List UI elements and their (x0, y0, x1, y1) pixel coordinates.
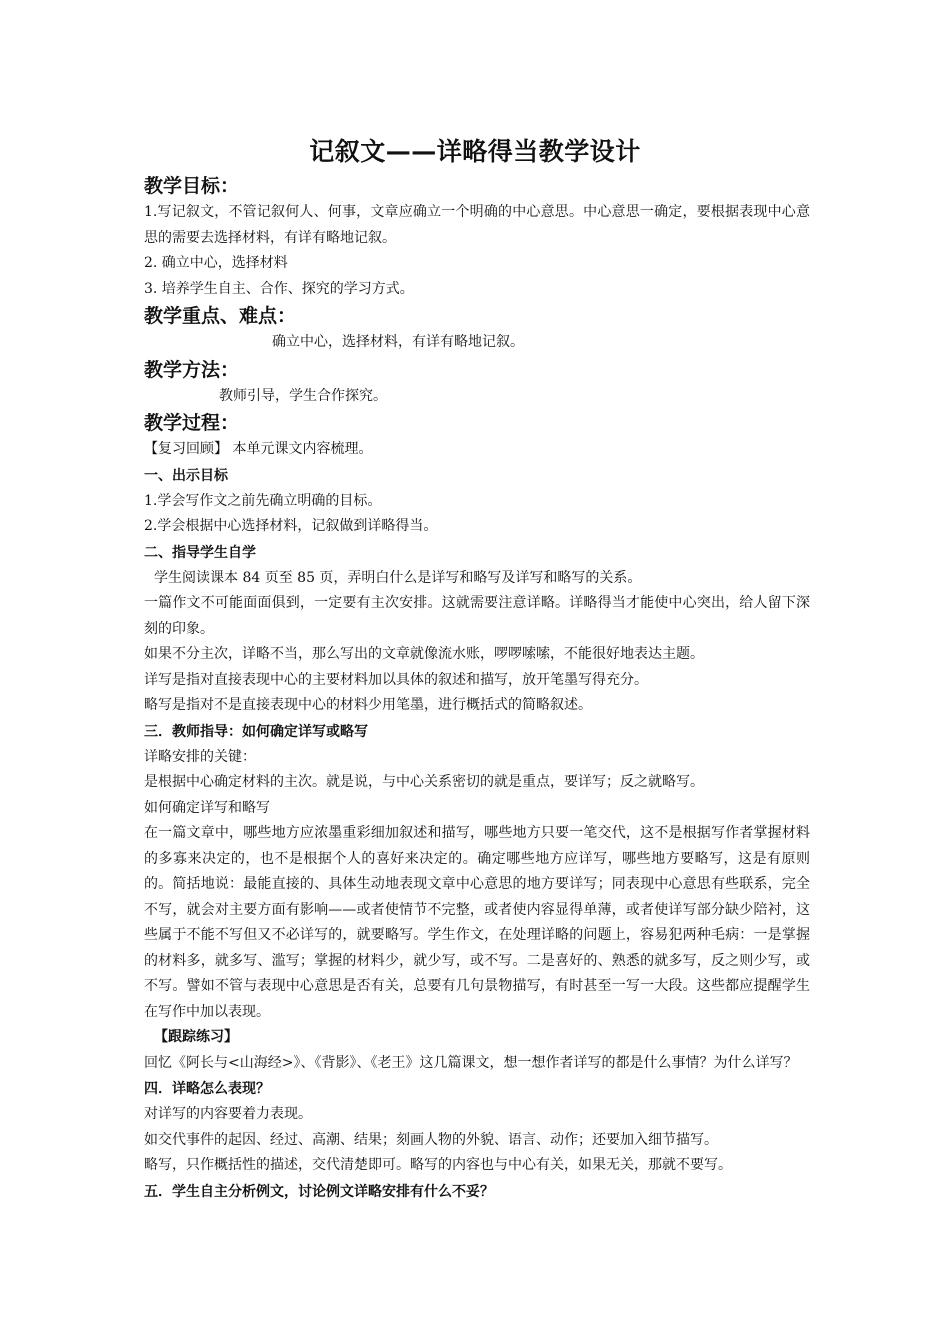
focus-text: 确立中心，选择材料，有详有略地记叙。 (272, 334, 524, 350)
practice-heading: 【跟踪练习】 (154, 1029, 238, 1045)
section-3-heading: 三．教师指导：如何确定详写或略写 (144, 723, 368, 740)
section-2-item: 略写是指对不是直接表现中心的材料少用笔墨，进行概括式的简略叙述。 (144, 697, 592, 713)
section-4-item: 对详写的内容要着力表现。 (144, 1106, 312, 1122)
method-text: 教师引导，学生合作探究。 (219, 387, 387, 404)
section-2-item: 学生阅读课本 84 页至 85 页，弄明白什么是详写和略写及详写和略写的关系。 (154, 569, 642, 586)
section-1-heading: 一、出示目标 (144, 467, 228, 484)
section-4-item: 略写，只作概括性的描述，交代清楚即可。略写的内容也与中心有关，如果无关，那就不要写。 (144, 1157, 732, 1173)
section-2-item: 一篇作文不可能面面俱到，一定要有主次安排。这就需要注意详略。详略得当才能使中心突出，给人留下深刻的印象。 (144, 595, 810, 637)
section-1-item: 2.学会根据中心选择材料，记叙做到详略得当。 (144, 518, 438, 534)
section-1-item: 1.学会写作文之前先确立明确的目标。 (144, 492, 382, 509)
section-4-item: 如交代事件的起因、经过、高潮、结果；刻画人物的外貌、语言、动作；还要加入细节描写。 (144, 1131, 718, 1148)
section-2-item: 详写是指对直接表现中心的主要材料加以具体的叙述和描写，放开笔墨写得充分。 (144, 671, 648, 688)
section-2-item: 如果不分主次，详略不当，那么写出的文章就像流水账，啰啰嗦嗦，不能很好地表达主题。 (144, 646, 704, 662)
process-heading: 教学过程： (144, 412, 240, 434)
focus-heading: 教学重点、难点： (144, 305, 297, 327)
goals-heading: 教学目标： (144, 175, 240, 197)
section-4-heading: 四．详略怎么表现？ (144, 1081, 270, 1097)
section-5-heading: 五．学生自主分析例文，讨论例文详略安排有什么不妥？ (144, 1183, 494, 1200)
document-body (144, 172, 810, 1205)
goal-item-3: 3. 培养学生自主、合作、探究的学习方式。 (144, 280, 414, 297)
section-2-heading: 二、指导学生自学 (144, 544, 256, 561)
section-3-paragraph: 在一篇文章中，哪些地方应浓墨重彩细加叙述和描写，哪些地方只要一笔交代，这不是根据写作者掌握材料的多寡来决定的，也不是根据个人的喜好来决定的。确定哪些地方应详写，哪些地方要略写，这是有原则的。简括地说：最能直接的、具体生动地表现文章中心意思的地方要详写；同表现中心意思有些联系，完全不写，就会对主要方面有影响——或者使情节不完整，或者使内容显得单薄，或者使详写部分缺少陪衬，这些属于不能不写但又不必详写的，就要略写。学生作文，在处理详略的问题上，容易犯两种毛病：一是掌握的材料多，就多写、滥写；掌握的材料少，就少写，或不写。二是喜好的、熟悉的就多写，反之则少写，或不写。譬如不管与表现中心意思是否有关，总要有几句景物描写，有时甚至一写一大段。这些都应提醒学生在写作中加以表现。 (144, 825, 810, 1020)
practice-text: 回忆《阿长与<山海经>》、《背影》、《老王》这几篇课文，想一想作者详写的都是什么事情？为什么详写？ (144, 1054, 798, 1071)
method-heading: 教学方法： (144, 358, 240, 381)
section-3-item: 详略安排的关键： (144, 748, 256, 765)
section-3-item: 是根据中心确定材料的主次。就是说，与中心关系密切的就是重点，要详写；反之就略写。 (144, 774, 704, 790)
goal-item-2: 2. 确立中心，选择材料 (144, 255, 288, 271)
review-line: 【复习回顾】 本单元课文内容梳理。 (144, 441, 373, 457)
goal-item-1: 1.写记叙文，不管记叙何人、何事，文章应确立一个明确的中心意思。中心意思一确定，要根据表现中心意思的需要去选择材料，有详有略地记叙。 (144, 204, 810, 246)
section-3-item: 如何确定详写和略写 (144, 799, 270, 816)
document-title: 记叙文——详略得当教学设计 (309, 137, 641, 166)
